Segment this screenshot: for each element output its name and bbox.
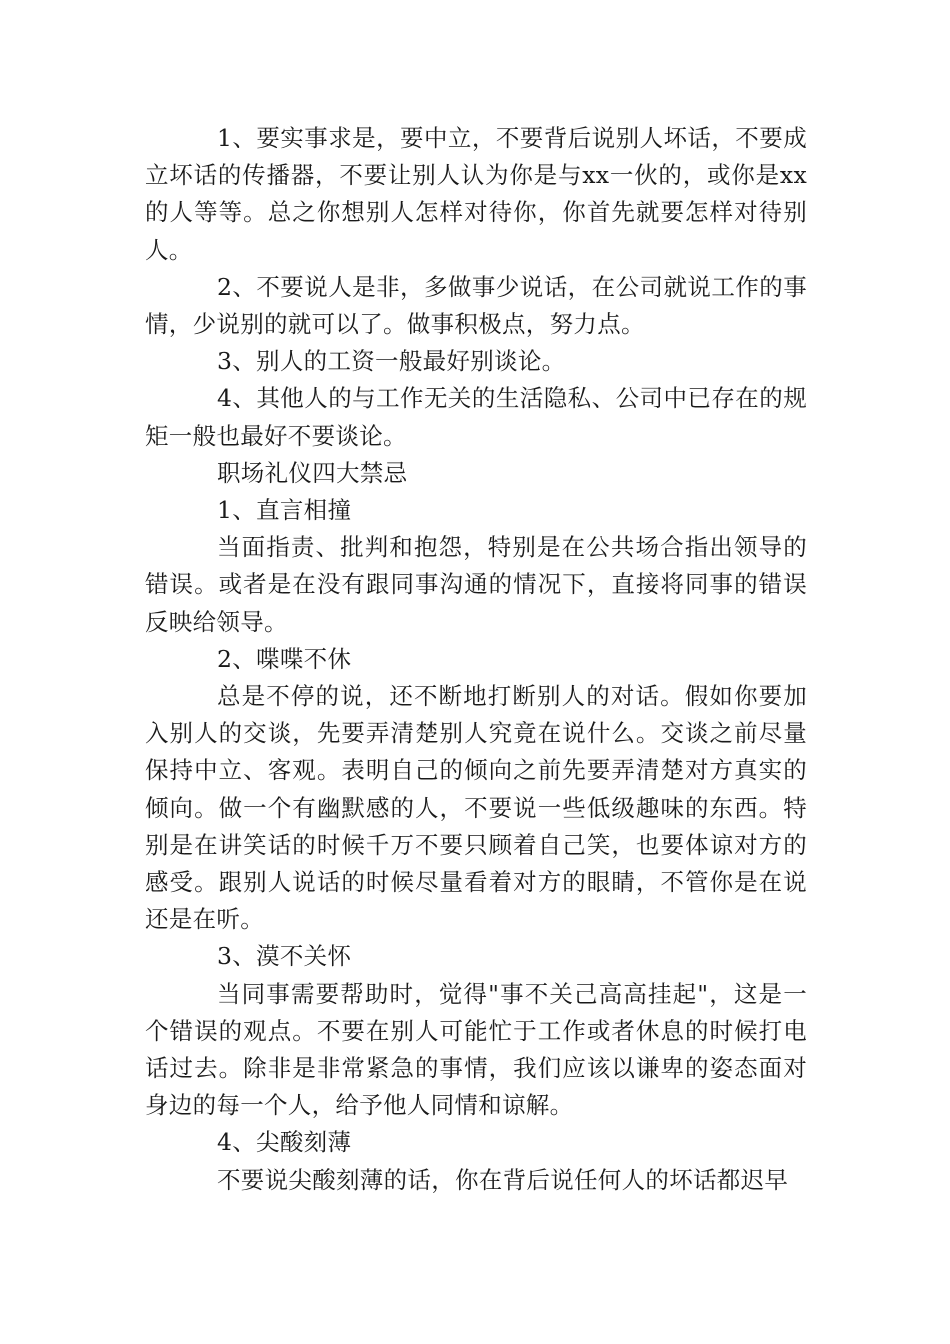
taboo-3-heading: 3、漠不关怀 [217,942,352,971]
document-body [145,120,807,1199]
paragraph-rule-3: 3、别人的工资一般最好别谈论。 [217,347,566,376]
taboo-4-text: 不要说尖酸刻薄的话，你在背后说任何人的坏话都迟早 [217,1165,789,1194]
taboo-4-heading: 4、尖酸刻薄 [217,1128,352,1157]
paragraph-rule-4: 4、其他人的与工作无关的生活隐私、公司中已存在的规矩一般也最好不要谈论。 [145,384,807,450]
paragraph-rule-2: 2、不要说人是非，多做事少说话，在公司就说工作的事情，少说别的就可以了。做事积极点，努力点。 [145,272,807,339]
taboo-1-text: 当面指责、批判和抱怨，特别是在公共场合指出领导的错误。或者是在没有跟同事沟通的情况下，直接将同事的错误反映给领导。 [145,533,807,636]
taboo-2-heading: 2、喋喋不休 [217,644,352,673]
taboo-1-heading: 1、直言相撞 [217,496,352,525]
paragraph-rule-1: 1、要实事求是，要中立，不要背后说别人坏话，不要成立坏话的传播器，不要让别人认为你是与xx一伙的，或你是xx的人等等。总之你想别人怎样对待你，你首先就要怎样对待别人。 [145,124,807,264]
section-heading-taboos: 职场礼仪四大禁忌 [217,458,408,487]
taboo-2-text: 总是不停的说，还不断地打断别人的对话。假如你要加入别人的交谈，先要弄清楚别人究竟在说什么。交谈之前尽量保持中立、客观。表明自己的倾向之前先要弄清楚对方真实的倾向。做一个有幽默感的人，不要说一些低级趣味的东西。特别是在讲笑话的时候千万不要只顾着自己笑，也要体谅对方的感受。跟别人说话的时候尽量看着对方的眼睛，不管你是在说还是在听。 [145,682,807,934]
taboo-3-text: 当同事需要帮助时，觉得"事不关己高高挂起"，这是一个错误的观点。不要在别人可能忙于工作或者休息的时候打电话过去。除非是非常紧急的事情，我们应该以谦卑的姿态面对身边的每一个人，给予他人同情和谅解。 [145,979,807,1120]
